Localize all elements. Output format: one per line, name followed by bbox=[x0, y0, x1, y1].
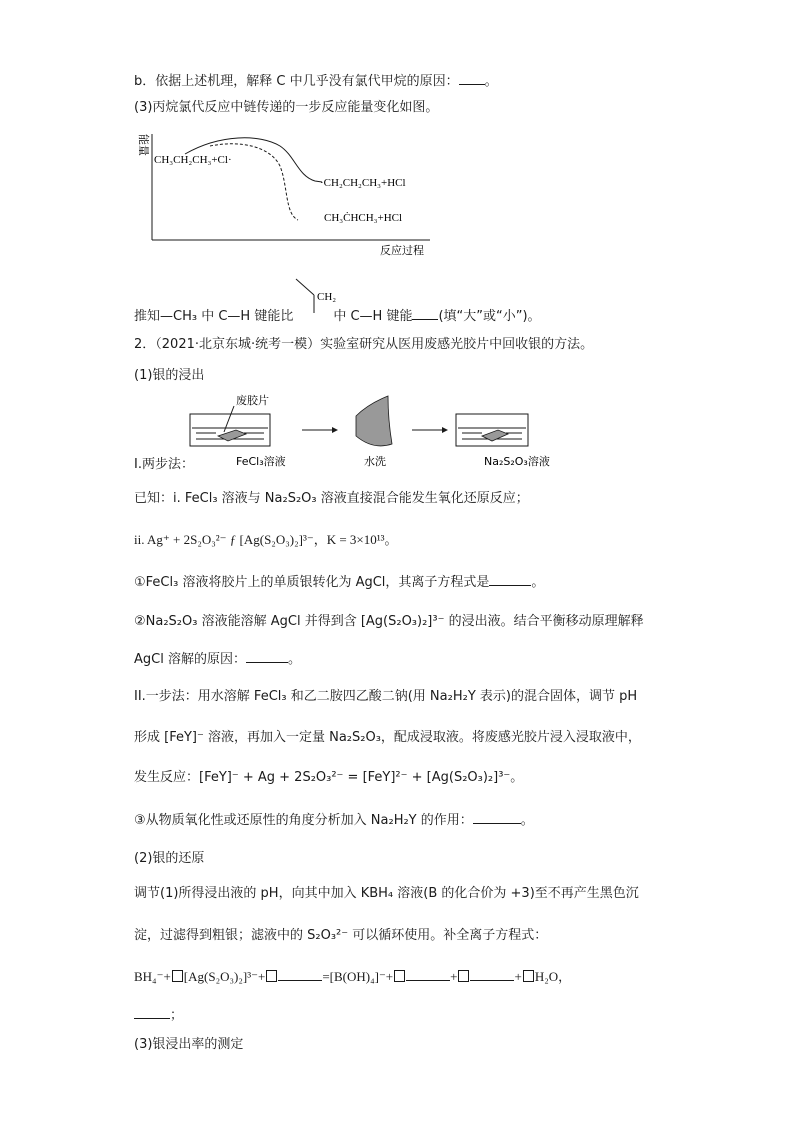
method-2-line-3: 发生反应：[FeY]⁻ + Ag + 2S₂O₃²⁻ = [FeY]²⁻ + [Ag(S₂O₃)₂]³⁻。 bbox=[134, 770, 524, 785]
solution-1-label: FeCl₃溶液 bbox=[236, 455, 286, 468]
reduction-line-1: 调节(1)所得浸出液的 pH，向其中加入 KBH₄ 溶液(B 的化合价为 +3)至不再产生黑色沉 bbox=[134, 886, 639, 901]
item-2-text: AgCl 溶解的原因： bbox=[134, 652, 246, 667]
y-axis-label: 能量 bbox=[137, 134, 150, 156]
method-1-title: I.两步法： bbox=[134, 457, 194, 472]
beaker-2 bbox=[456, 414, 528, 446]
item-1-end: 。 bbox=[531, 575, 545, 590]
item-2-line-2 bbox=[134, 649, 301, 669]
semicolon: ； bbox=[170, 1008, 184, 1023]
answer-blank[interactable] bbox=[246, 649, 288, 663]
coefficient-box[interactable] bbox=[523, 970, 534, 982]
energy-diagram bbox=[130, 126, 450, 262]
ion-equation bbox=[134, 967, 571, 986]
item-3 bbox=[134, 810, 534, 830]
wash-label: 水洗 bbox=[364, 455, 386, 468]
question-2-header: 2．（2021·北京东城·统考一模）实验室研究从医用废感光胶片中回收银的方法。 bbox=[134, 337, 594, 352]
eq-part-2: [Ag(S₂O₃)₂]³⁻+ bbox=[183, 969, 266, 984]
film-label: 废胶片 bbox=[236, 394, 269, 407]
coefficient-box[interactable] bbox=[266, 970, 277, 982]
question-1b bbox=[134, 71, 498, 91]
item-3-end: 。 bbox=[520, 813, 534, 828]
item-3-text: ③从物质氧化性或还原性的角度分析加入 Na₂H₂Y 的作用： bbox=[134, 813, 473, 828]
section-3-title: (3)银浸出率的测定 bbox=[134, 1037, 244, 1052]
product-2-label: CH₃ĊHCH₃+HCl bbox=[324, 212, 403, 224]
item-2-end: 。 bbox=[287, 652, 301, 667]
structure-label: CH₂ bbox=[317, 291, 337, 303]
beaker-1 bbox=[190, 406, 270, 446]
coefficient-box[interactable] bbox=[458, 970, 469, 982]
solution-2-label: Na₂S₂O₃溶液 bbox=[484, 455, 550, 468]
answer-blank[interactable] bbox=[406, 967, 450, 981]
answer-blank[interactable] bbox=[278, 967, 322, 981]
infer-text-a: 推知—CH₃ 中 C—H 键能比 bbox=[134, 309, 294, 324]
washed-film bbox=[356, 396, 392, 446]
method-2-line-2: 形成 [FeY]⁻ 溶液，再加入一定量 Na₂S₂O₃，配成浸取液。将废感光胶片浸入浸取液中， bbox=[134, 730, 641, 745]
method-2-line-1: II.一步法：用水溶解 FeCl₃ 和乙二胺四乙酸二钠(用 Na₂H₂Y 表示)的混合固体，调节 pH bbox=[134, 689, 638, 704]
equation-end bbox=[134, 1005, 183, 1025]
answer-blank[interactable] bbox=[459, 71, 485, 85]
known-ii: ii. Ag⁺ + 2S₂O₃²⁻ ƒ [Ag(S₂O₃)₂]³⁻，K = 3×10¹³。 bbox=[134, 532, 398, 547]
product-1-label: ·CH₂CH₂CH₃+HCl bbox=[320, 177, 406, 189]
answer-blank[interactable] bbox=[473, 810, 521, 824]
leaching-apparatus bbox=[184, 386, 564, 472]
x-axis-label: 反应过程 bbox=[380, 244, 424, 257]
answer-blank[interactable] bbox=[470, 967, 514, 981]
answer-blank[interactable] bbox=[134, 1005, 170, 1019]
eq-part-1: BH₄⁻+ bbox=[134, 969, 171, 984]
eq-part-6: H₂O， bbox=[534, 969, 572, 984]
infer-line bbox=[134, 306, 541, 326]
q1b-end: 。 bbox=[484, 74, 498, 89]
answer-blank[interactable] bbox=[412, 306, 438, 320]
item-1 bbox=[134, 572, 544, 592]
reactant-label: CH₃CH₂CH₃+Cl· bbox=[154, 154, 232, 166]
eq-part-4: + bbox=[450, 969, 458, 984]
infer-text-c: (填“大”或“小”)。 bbox=[438, 309, 541, 324]
section-1-title: (1)银的浸出 bbox=[134, 368, 205, 383]
eq-part-3: =[B(OH)₄]⁻+ bbox=[322, 969, 394, 984]
coefficient-box[interactable] bbox=[394, 970, 405, 982]
item-2-line-1: ②Na₂S₂O₃ 溶液能溶解 AgCl 并得到含 [Ag(S₂O₃)₂]³⁻ 的浸出液。结合平衡移动原理解释 bbox=[134, 614, 644, 629]
q1b-text: b．依据上述机理，解释 C 中几乎没有氯代甲烷的原因： bbox=[134, 74, 459, 89]
coefficient-box[interactable] bbox=[172, 970, 183, 982]
answer-blank[interactable] bbox=[489, 572, 531, 586]
known-i: 已知：i. FeCl₃ 溶液与 Na₂S₂O₃ 溶液直接混合能发生氧化还原反应； bbox=[134, 491, 529, 506]
eq-part-5: + bbox=[514, 969, 522, 984]
infer-text-b: 中 C—H 键能 bbox=[333, 309, 413, 324]
section-2-title: (2)银的还原 bbox=[134, 851, 205, 866]
item-1-text: ①FeCl₃ 溶液将胶片上的单质银转化为 AgCl，其离子方程式是 bbox=[134, 575, 490, 590]
reduction-line-2: 淀，过滤得到粗银；滤液中的 S₂O₃²⁻ 可以循环使用。补全离子方程式： bbox=[134, 928, 548, 943]
question-3-intro: (3)丙烷氯代反应中链传递的一步反应能量变化如图。 bbox=[134, 100, 439, 115]
